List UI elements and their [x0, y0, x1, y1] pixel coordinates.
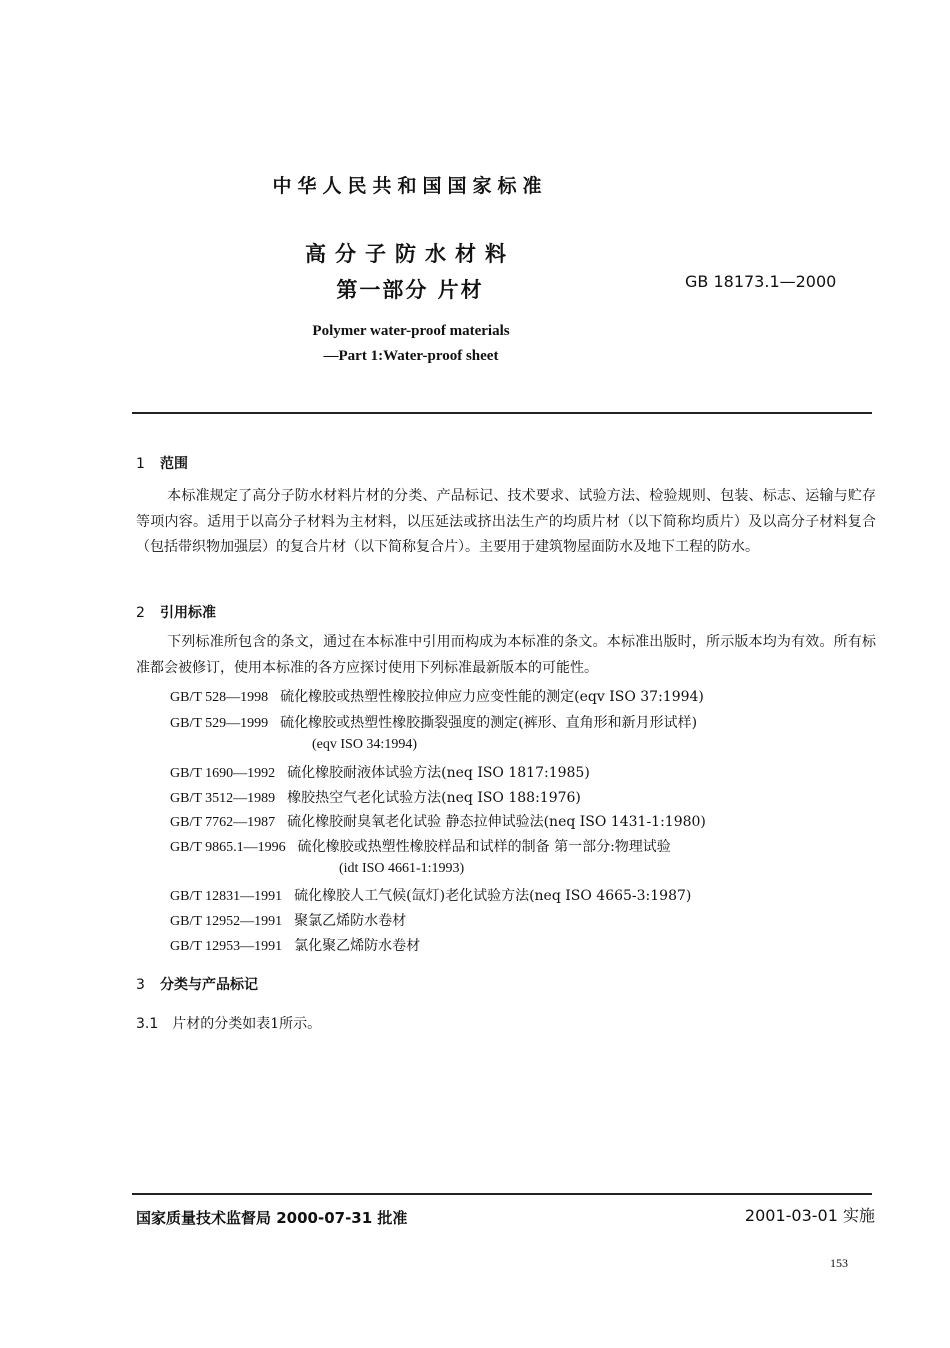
reference-code: GB/T 7762—1987: [170, 815, 276, 830]
section-title: 范围: [160, 456, 188, 472]
implementation-date: 2001-03-01 实施: [744, 1206, 875, 1225]
footer-divider: [132, 1193, 872, 1195]
reference-item: [170, 686, 704, 706]
document-title-en: Polymer water-proof materials: [312, 323, 510, 339]
reference-code: GB/T 9865.1—1996: [170, 840, 286, 855]
reference-continuation: (idt ISO 4661-1:1993): [339, 861, 465, 876]
clause-number: 3.1: [136, 1016, 159, 1032]
document-title-cn: 高分子防水材料: [305, 242, 515, 266]
reference-title: 橡胶热空气老化试验方法(neq ISO 188:1976): [287, 790, 581, 806]
reference-code: GB/T 529—1999: [170, 716, 269, 731]
reference-title: 硫化橡胶或热塑性橡胶样品和试样的制备 第一部分:物理试验: [297, 839, 671, 855]
reference-continuation: (eqv ISO 34:1994): [312, 737, 417, 752]
reference-title: 硫化橡胶或热塑性橡胶拉伸应力应变性能的测定(eqv ISO 37:1994): [280, 689, 704, 705]
reference-title: 硫化橡胶人工气候(氙灯)老化试验方法(neq ISO 4665-3:1987): [294, 888, 692, 904]
standard-code: GB 18173.1—2000: [685, 272, 837, 291]
reference-title: 硫化橡胶或热塑性橡胶撕裂强度的测定(裤形、直角形和新月形试样): [280, 715, 698, 731]
header-divider: [132, 412, 872, 414]
clause-text: 片材的分类如表1所示。: [172, 1016, 322, 1032]
paragraph-text: 下列标准所包含的条文，通过在本标准中引用而构成为本标准的条文。本标准出版时，所示版本均为有效。所有标准都会被修订，使用本标准的各方应探讨使用下列标准最新版本的可能性。: [136, 634, 876, 676]
section-number: 3: [136, 977, 145, 993]
reference-item: [170, 935, 420, 955]
reference-item: [170, 712, 697, 732]
page-number: 153: [830, 1256, 848, 1270]
reference-code: GB/T 12953—1991: [170, 939, 283, 954]
section-1-paragraph: [136, 484, 876, 561]
reference-item: [170, 910, 406, 930]
approval-line: 国家质量技术监督局 2000-07-31 批准: [136, 1209, 408, 1227]
reference-item: [170, 811, 706, 831]
section-title: 分类与产品标记: [160, 977, 258, 993]
reference-title: 硫化橡胶耐臭氧老化试验 静态拉伸试验法(neq ISO 1431-1:1980): [287, 814, 706, 830]
reference-item: [170, 836, 671, 856]
reference-code: GB/T 3512—1989: [170, 791, 276, 806]
section-title: 引用标准: [160, 605, 216, 621]
clause-3-1: [136, 1013, 321, 1033]
reference-item: [170, 762, 590, 782]
document-subtitle-cn: 第一部分 片材: [336, 278, 484, 302]
document-subtitle-en: —Part 1:Water-proof sheet: [323, 348, 499, 364]
reference-code: GB/T 12831—1991: [170, 889, 283, 904]
paragraph-text: 本标准规定了高分子防水材料片材的分类、产品标记、技术要求、试验方法、检验规则、包装、标志、运输与贮存等项内容。适用于以高分子材料为主材料，以压延法或挤出法生产的均质片材（以下简称均质片）及以高分子材料复合（包括带织物加强层）的复合片材（以下简称复合片）。主要用于建筑物屋面防水及地下工程的防水。: [136, 488, 876, 556]
section-2-paragraph: [136, 630, 876, 681]
reference-item: [170, 787, 581, 807]
section-2-heading: [136, 602, 216, 622]
national-standard-title: 中华人民共和国国家标准: [272, 175, 548, 197]
reference-code: GB/T 12952—1991: [170, 914, 283, 929]
reference-title: 硫化橡胶耐液体试验方法(neq ISO 1817:1985): [287, 765, 590, 781]
reference-item: [170, 885, 691, 905]
reference-title: 聚氯乙烯防水卷材: [294, 913, 407, 929]
reference-title: 氯化聚乙烯防水卷材: [294, 938, 421, 954]
section-number: 1: [136, 456, 145, 472]
reference-code: GB/T 528—1998: [170, 690, 269, 705]
section-number: 2: [136, 605, 145, 621]
reference-code: GB/T 1690—1992: [170, 766, 276, 781]
section-3-heading: [136, 974, 258, 994]
section-1-heading: [136, 453, 188, 473]
